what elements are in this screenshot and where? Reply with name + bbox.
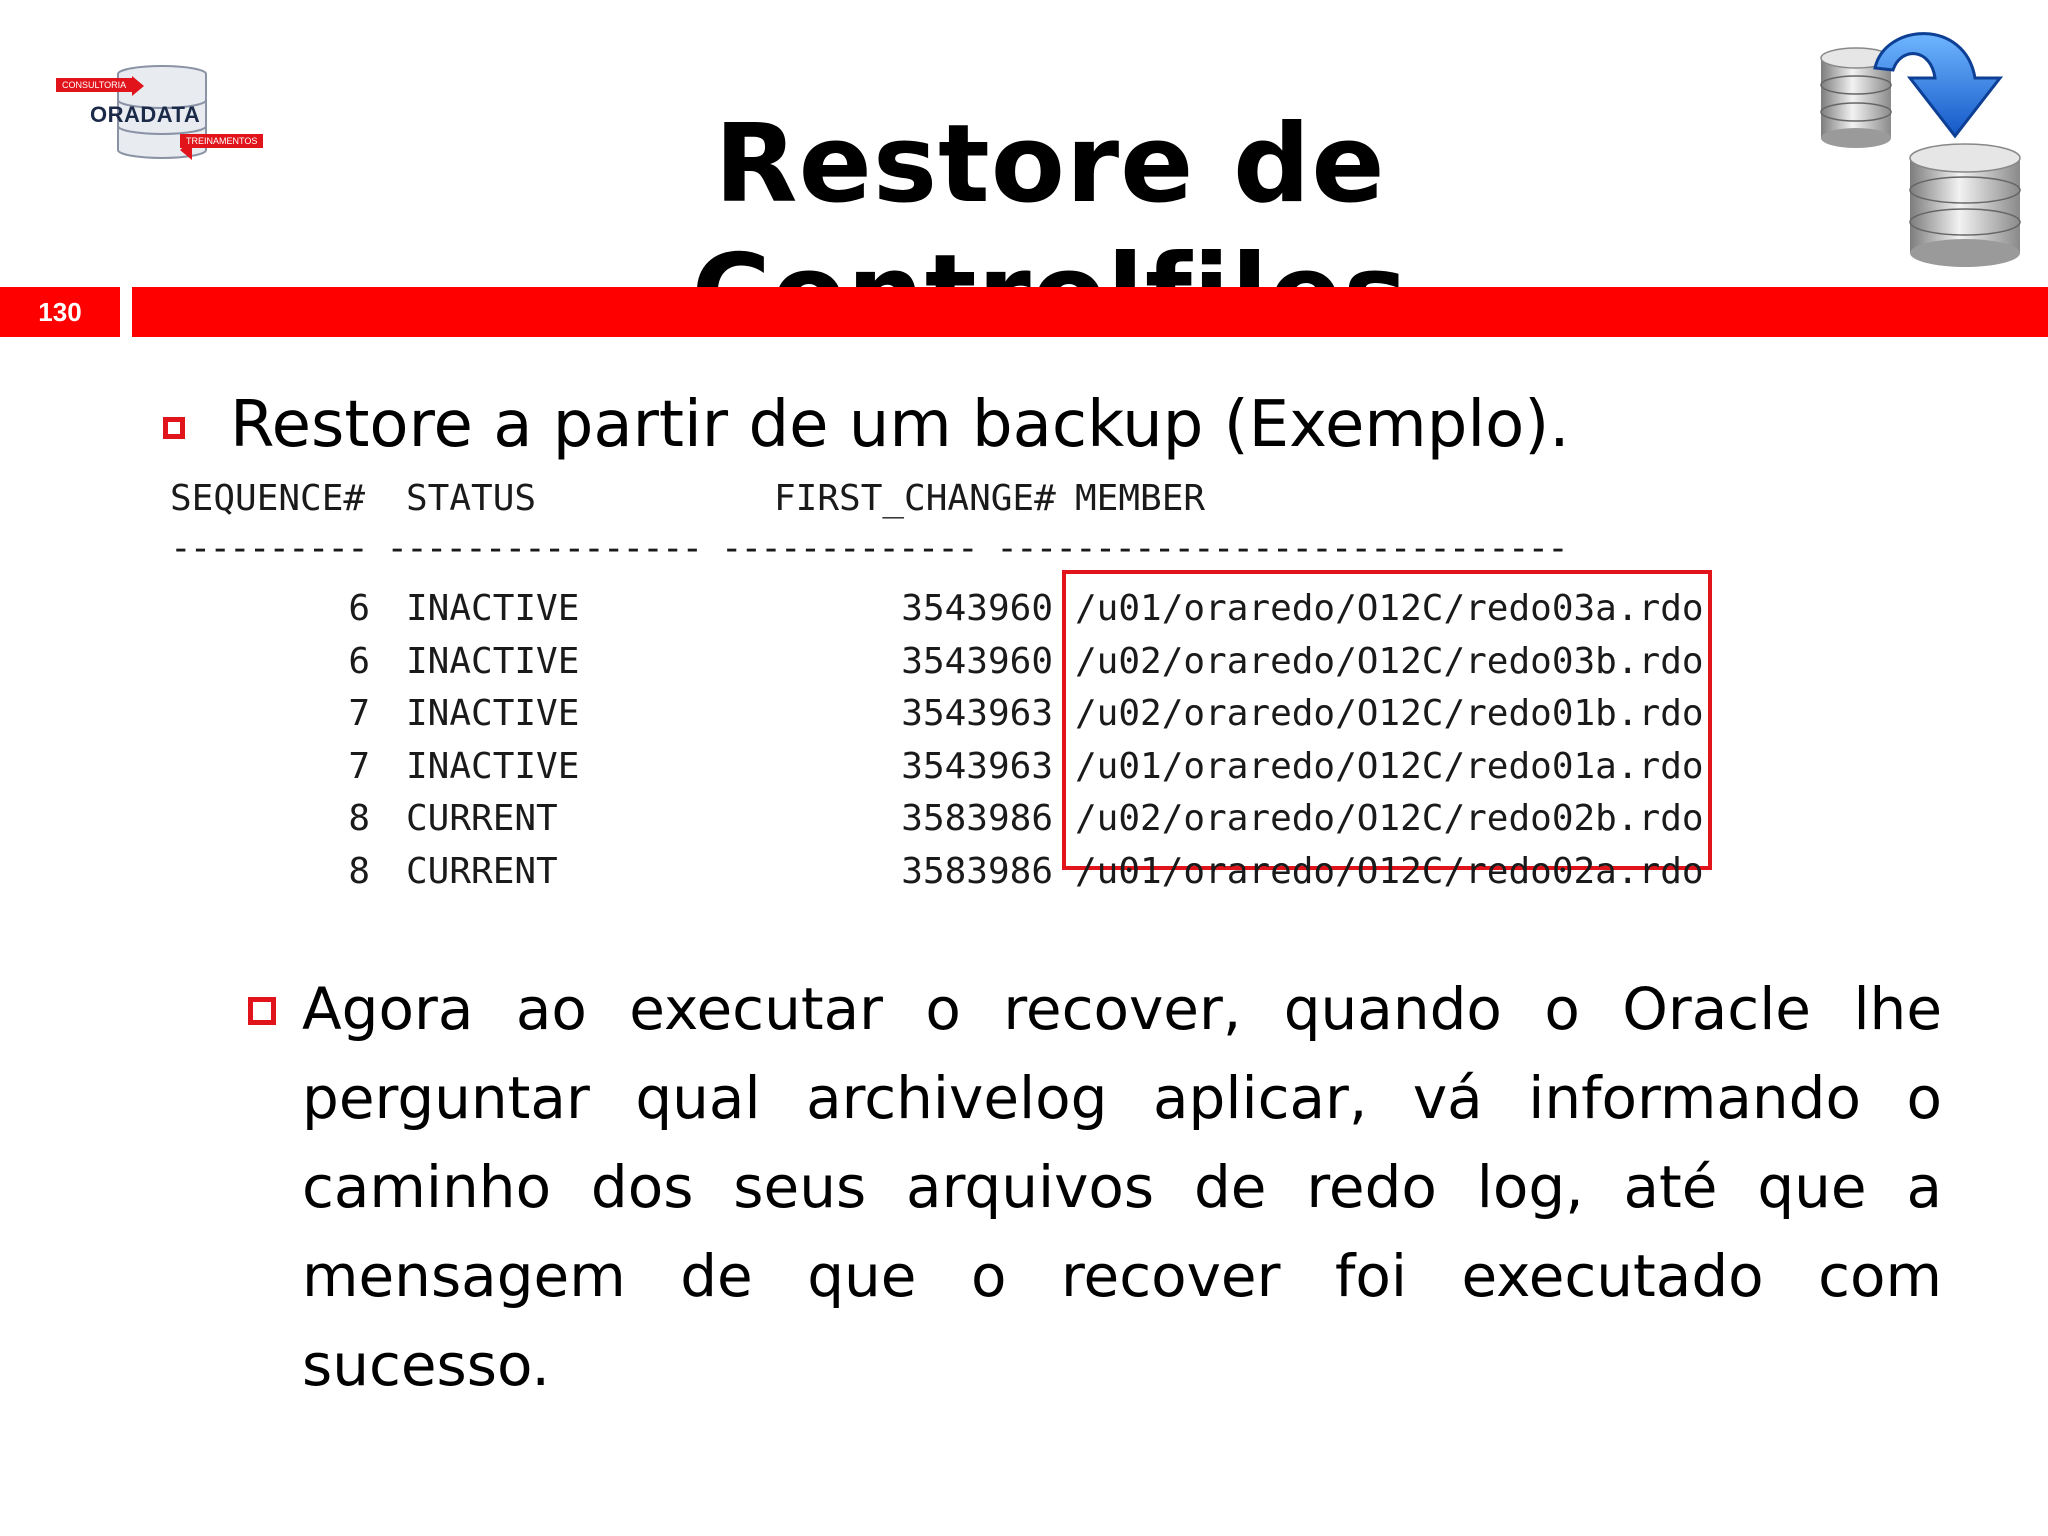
oradata-logo [52, 62, 272, 172]
row-sequence: 6 [348, 640, 370, 682]
row-member: /u02/oraredo/O12C/redo02b.rdo [1075, 798, 1704, 839]
database-restore-icon [1815, 18, 2030, 268]
row-first-change: 3543963 [901, 745, 1053, 787]
col-header-status: STATUS [406, 478, 537, 519]
row-status: INACTIVE [406, 693, 580, 734]
col-header-first-change: FIRST_CHANGE# [774, 478, 1056, 519]
row-member: /u01/oraredo/O12C/redo03a.rdo [1075, 588, 1704, 629]
row-first-change: 3583986 [901, 850, 1053, 892]
redo-log-query-output [170, 470, 1730, 910]
row-member: /u02/oraredo/O12C/redo01b.rdo [1075, 693, 1704, 734]
row-sequence: 7 [348, 745, 370, 787]
row-first-change: 3583986 [901, 798, 1053, 839]
row-status: INACTIVE [406, 640, 580, 682]
row-member: /u01/oraredo/O12C/redo01a.rdo [1075, 745, 1704, 787]
row-first-change: 3543960 [901, 588, 1053, 629]
header-divider-bar [132, 287, 2048, 337]
row-status: INACTIVE [406, 588, 580, 629]
square-bullet-icon [248, 997, 276, 1025]
row-status: CURRENT [406, 798, 558, 839]
col-header-member: MEMBER [1075, 478, 1206, 519]
row-member: /u01/oraredo/O12C/redo02a.rdo [1075, 850, 1704, 892]
row-first-change: 3543960 [901, 640, 1053, 682]
logo-tag-bottom: TREINAMENTOS [180, 134, 263, 148]
row-sequence: 6 [348, 588, 370, 629]
row-status: CURRENT [406, 850, 558, 892]
page-title: Restore de [714, 102, 1386, 227]
row-sequence: 8 [348, 798, 370, 839]
row-sequence: 7 [348, 693, 370, 734]
square-bullet-icon [163, 417, 185, 439]
bullet-recover-instructions: Agora ao executar o recover, quando o Oracle lhe perguntar qual archivelog aplicar, vá informando o caminho dos seus arquivos de redo log, até que a mensagem de que o recover foi executado com sucesso. [302, 975, 1942, 1399]
header-separator: ---------- ---------------- ------------- ----------------------------- [170, 528, 1567, 569]
row-member: /u02/oraredo/O12C/redo03b.rdo [1075, 640, 1704, 682]
row-sequence: 8 [348, 850, 370, 892]
col-header-sequence: SEQUENCE# [170, 478, 366, 519]
logo-tag-top: CONSULTORIA [56, 78, 132, 92]
row-status: INACTIVE [406, 745, 580, 787]
row-first-change: 3543963 [901, 693, 1053, 734]
bullet-restore-example: Restore a partir de um backup (Exemplo). [230, 388, 1570, 462]
page-number: 130 [0, 287, 120, 337]
logo-name: ORADATA [90, 102, 201, 127]
